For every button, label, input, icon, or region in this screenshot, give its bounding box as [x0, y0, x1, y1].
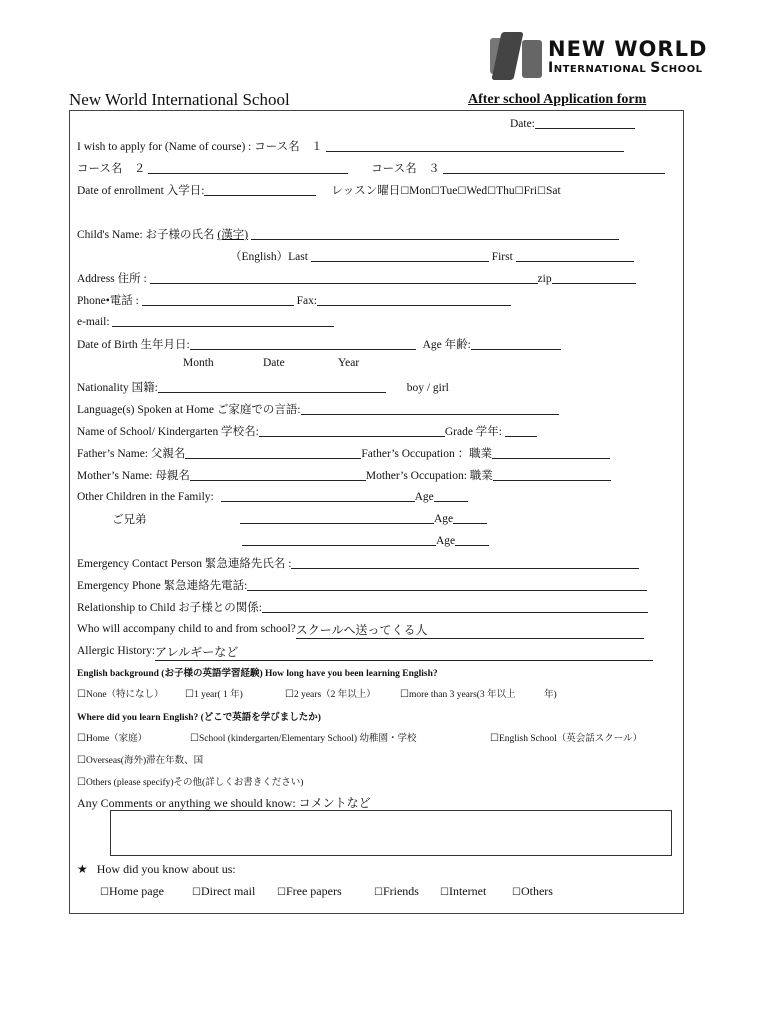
english-bg-option-label: more than 3 years(3 年以上 年)	[408, 690, 557, 700]
allergy-jp: アレルギーなど	[155, 645, 239, 659]
how-know-option-0[interactable]	[100, 884, 164, 899]
dob-year-label: Year	[338, 357, 360, 369]
language-label: Language(s) Spoken at Home ご家庭での言語:	[77, 404, 301, 416]
child-name-row	[77, 226, 619, 242]
fax-field[interactable]	[317, 293, 511, 306]
first-label: First	[491, 251, 513, 263]
checkbox-icon[interactable]: ☐	[440, 887, 449, 898]
nationality-label: Nationality 国籍:	[77, 382, 158, 394]
mother-row	[77, 467, 611, 483]
zip-label: zip	[537, 273, 552, 285]
sibling2-field[interactable]	[240, 511, 434, 524]
enrollment-field[interactable]	[204, 183, 316, 196]
father-row	[77, 445, 610, 461]
course2-label: コース名 ２	[77, 163, 146, 175]
sibling2-age-label: Age	[434, 513, 454, 525]
nationality-field[interactable]	[158, 380, 386, 393]
siblings-jp-label: ご兄弟	[112, 514, 147, 526]
where-learn-option-label: English School（英会話スクール）	[498, 734, 643, 744]
school-name: New World International School	[69, 90, 290, 109]
address-label: Address 住所 :	[77, 273, 147, 285]
where-learn-option-label: Home（家庭）	[85, 734, 148, 744]
child-english-row	[230, 248, 634, 264]
father-occupation-field[interactable]	[492, 446, 610, 459]
siblings-row-3	[242, 533, 489, 547]
where-learn-option-0[interactable]	[77, 730, 147, 744]
english-bg-option-label: None（特になし）	[85, 690, 164, 700]
date-field[interactable]	[535, 116, 635, 129]
language-row	[77, 401, 559, 417]
how-know-option-label: Free papers	[285, 884, 342, 898]
where-learn-option-1[interactable]	[190, 730, 416, 744]
checkbox-icon[interactable]: ☐	[77, 733, 86, 744]
checkbox-icon[interactable]: ☐	[277, 887, 286, 898]
day-label-thu: Thu	[496, 185, 515, 197]
english-bg-option-0[interactable]	[77, 686, 164, 700]
where-learn-option-2[interactable]	[490, 730, 642, 744]
emergency-contact-row	[77, 555, 639, 571]
english-bg-option-3[interactable]	[400, 686, 557, 700]
day-label-wed: Wed	[466, 185, 488, 197]
father-name-field[interactable]	[185, 446, 361, 459]
comments-label: Any Comments or anything we should know: コメントなど	[77, 796, 371, 810]
last-name-field[interactable]	[311, 249, 489, 262]
date-label: Date:	[510, 118, 535, 130]
lesson-day-label: レッスン曜日	[331, 185, 401, 197]
day-checkbox-icon[interactable]: ☐	[400, 186, 410, 197]
father-occupation-label: Father’s Occupation ：職業	[361, 448, 493, 460]
logo-line1: NEW WORLD	[548, 37, 708, 61]
grade-field[interactable]	[505, 424, 537, 437]
enrollment-row	[77, 182, 561, 198]
where-learn-question: Where did you learn English? (どこで英語を学びましたか)	[77, 713, 321, 723]
checkbox-icon[interactable]: ☐	[185, 689, 194, 700]
checkbox-icon[interactable]: ☐	[374, 887, 383, 898]
english-bg-option-2[interactable]	[285, 686, 376, 700]
day-checkbox-icon[interactable]: ☐	[514, 186, 524, 197]
email-field[interactable]	[112, 314, 334, 327]
phone-row	[77, 292, 511, 308]
star-icon: ★	[77, 862, 88, 876]
sibling1-field[interactable]	[221, 489, 415, 502]
dob-row	[77, 336, 561, 352]
form-title: After school Application form	[468, 92, 647, 107]
phone-field[interactable]	[142, 293, 294, 306]
english-bg-option-1[interactable]	[185, 686, 243, 700]
how-know-option-label: Friends	[382, 884, 419, 898]
checkbox-icon[interactable]: ☐	[512, 887, 521, 898]
mother-occupation-field[interactable]	[493, 468, 611, 481]
email-label: e-mail:	[77, 316, 110, 328]
language-field[interactable]	[301, 402, 559, 415]
checkbox-icon[interactable]: ☐	[490, 733, 499, 744]
how-know-option-label: Home page	[108, 884, 164, 898]
english-last-label: （English）Last	[230, 251, 308, 263]
day-label-tue: Tue	[439, 185, 458, 197]
relationship-field[interactable]	[262, 600, 648, 613]
siblings-row-2	[240, 511, 487, 525]
kanji-label: (漢字)	[217, 229, 249, 241]
zip-field[interactable]	[552, 271, 636, 284]
checkbox-icon[interactable]: ☐	[190, 733, 199, 744]
fax-label: Fax:	[296, 295, 318, 307]
father-name-label: Father’s Name: 父親名	[77, 448, 186, 460]
gender-option[interactable]: boy / girl	[406, 382, 449, 394]
siblings-row-1	[77, 489, 468, 503]
day-checkbox-icon[interactable]: ☐	[537, 186, 546, 197]
child-name-label: Child's Name: お子様の氏名	[77, 229, 215, 241]
where-learn-option-label: Others (please specify)その他(詳しくお書きください)	[85, 778, 304, 788]
checkbox-icon[interactable]: ☐	[77, 689, 86, 700]
day-label-mon: Mon	[409, 185, 431, 197]
allergy-row	[77, 643, 653, 661]
phone-label: Phone•電話 :	[77, 295, 139, 307]
dob-label: Date of Birth 生年月日:	[77, 339, 190, 351]
english-bg-option-label: 1 year( 1 年)	[193, 690, 243, 700]
how-know-option-1[interactable]	[192, 884, 255, 899]
accompany-jp: スクールへ送ってくる人	[295, 623, 428, 637]
allergy-label: Allergic History:	[77, 645, 156, 657]
how-know-option-5[interactable]	[512, 884, 553, 899]
age-label: Age 年齢:	[422, 339, 471, 351]
sibling1-age-label: Age	[414, 491, 434, 503]
dob-month-label: Month	[183, 357, 214, 369]
where-learn-option-4[interactable]	[77, 774, 303, 788]
course1-label: I wish to apply for (Name of course) : コース名 １	[77, 141, 323, 153]
mother-name-field[interactable]	[190, 468, 366, 481]
course3-field[interactable]	[443, 161, 665, 174]
how-know-option-label: Internet	[448, 884, 487, 898]
how-know-option-4[interactable]	[440, 884, 486, 899]
mother-occupation-label: Mother’s Occupation: 職業	[365, 470, 493, 482]
checkbox-icon[interactable]: ☐	[100, 887, 109, 898]
sibling1-age-field[interactable]	[434, 489, 468, 502]
address-field[interactable]	[150, 271, 538, 284]
how-know-option-3[interactable]	[374, 884, 419, 899]
address-row	[77, 270, 636, 286]
accompany-field[interactable]	[296, 621, 644, 639]
where-learn-option-3[interactable]	[77, 752, 203, 766]
course-row-2	[77, 160, 665, 176]
where-learn-option-label: Overseas(海外)滞在年数、国	[85, 756, 204, 766]
course2-field[interactable]	[148, 161, 348, 174]
sibling3-age-label: Age	[436, 535, 456, 547]
checkbox-icon[interactable]: ☐	[77, 777, 86, 788]
how-know-option-label: Direct mail	[200, 884, 256, 898]
how-know-option-2[interactable]	[277, 884, 342, 899]
day-checkbox-icon[interactable]: ☐	[457, 186, 467, 197]
dob-field[interactable]	[190, 337, 416, 350]
day-checkbox-icon[interactable]: ☐	[487, 186, 497, 197]
emergency-phone-row	[77, 577, 647, 593]
how-know-row	[77, 862, 236, 877]
lesson-days	[400, 185, 560, 197]
school-row	[77, 423, 537, 439]
comments-textarea[interactable]	[110, 810, 672, 856]
age-field[interactable]	[471, 337, 561, 350]
relationship-label: Relationship to Child お子様との関係:	[77, 602, 262, 614]
mother-name-label: Mother’s Name: 母親名	[77, 470, 190, 482]
accompany-row	[77, 621, 644, 639]
first-name-field[interactable]	[516, 249, 634, 262]
english-background-question: English background (お子様の英語学習経験) How long have you been learning English?	[77, 669, 438, 679]
siblings-label: Other Children in the Family:	[77, 491, 214, 503]
checkbox-icon[interactable]: ☐	[400, 689, 409, 700]
checkbox-icon[interactable]: ☐	[192, 887, 201, 898]
nationality-row	[77, 379, 449, 395]
how-know-option-label: Others	[520, 884, 553, 898]
date-row	[510, 116, 635, 130]
emergency-contact-field[interactable]	[291, 556, 639, 569]
school-label: Name of School/ Kindergarten 学校名:	[77, 426, 259, 438]
child-name-kanji-field[interactable]	[251, 227, 619, 240]
course1-field[interactable]	[326, 139, 624, 152]
day-label-fri: Fri	[523, 185, 538, 197]
relationship-row	[77, 599, 648, 615]
emergency-phone-field[interactable]	[247, 578, 647, 591]
sibling2-age-field[interactable]	[453, 511, 487, 524]
emergency-phone-label: Emergency Phone 緊急連絡先電話:	[77, 580, 248, 592]
email-row	[77, 314, 334, 328]
course-row-1	[77, 138, 624, 154]
checkbox-icon[interactable]: ☐	[77, 755, 86, 766]
school-field[interactable]	[259, 424, 445, 437]
course3-label: コース名 ３	[371, 163, 440, 175]
sibling3-field[interactable]	[242, 533, 436, 546]
allergy-field[interactable]	[155, 643, 653, 661]
accompany-label: Who will accompany child to and from school?	[77, 623, 296, 635]
where-learn-option-label: School (kindergarten/Elementary School) 幼稚園・学校	[198, 734, 417, 744]
grade-label: Grade 学年:	[444, 426, 503, 438]
checkbox-icon[interactable]: ☐	[285, 689, 294, 700]
how-know-question: How did you know about us:	[96, 862, 236, 876]
day-checkbox-icon[interactable]: ☐	[430, 186, 440, 197]
english-bg-option-label: 2 years（2 年以上）	[293, 690, 376, 700]
logo-line2: INTERNATIONAL SCHOOL	[548, 60, 703, 76]
enrollment-label: Date of enrollment 入学日:	[77, 185, 205, 197]
sibling3-age-field[interactable]	[455, 533, 489, 546]
day-label-sat: Sat	[545, 185, 561, 197]
dob-date-label: Date	[263, 357, 285, 369]
emergency-contact-label: Emergency Contact Person 緊急連絡先氏名 :	[77, 558, 292, 570]
